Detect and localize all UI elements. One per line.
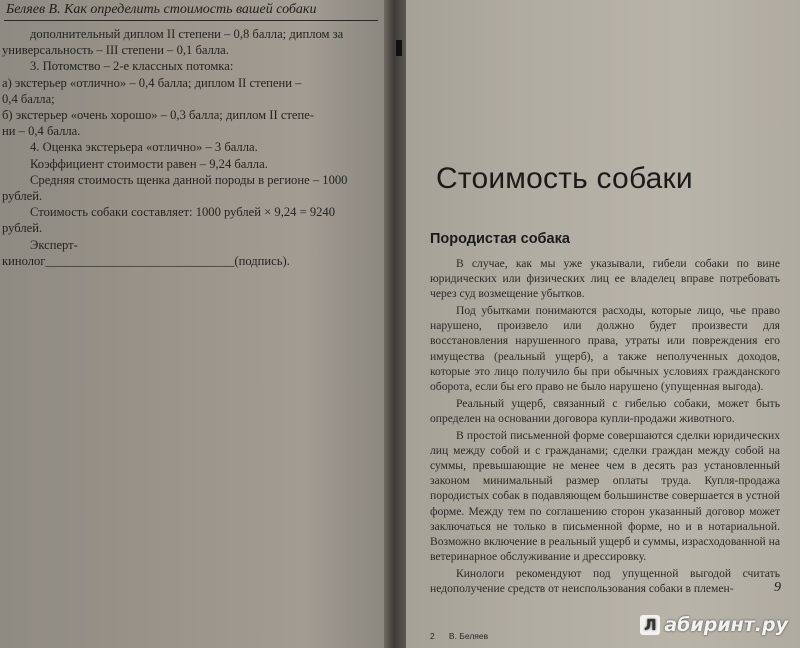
left-text-line: дополнительный диплом II степени – 0,8 балла; диплом за [30, 27, 344, 41]
left-text-line: Стоимость собаки составляет: 1000 рублей × 9,24 = 9240 [30, 205, 336, 220]
left-text-line: а) экстерьер «отлично» – 0,4 балла; диплом II степени – [2, 75, 302, 90]
left-text-line: 4. Оценка экстерьера «отлично» – 3 балла. [30, 140, 258, 155]
right-page [406, 0, 800, 648]
left-text-line: 0,4 балла; [2, 91, 55, 106]
left-text-line: Коэффициент стоимости равен – 9,24 балла. [30, 156, 268, 171]
page-footer [430, 631, 488, 641]
watermark [640, 614, 788, 636]
section-title: Породистая собака [430, 231, 570, 247]
body-paragraph: Под убытками понимаются расходы, которые лицо, чье право нарушено, произвело или должно будет произвести для восстановления нарушенного права, утраты или повреждения его имущества (реальный ущерб), а также неполученных доходов, которые это лицо получило бы при обычных условиях гражданского оборота, если бы его право не было нарушено (упущенная выгода). [430, 304, 780, 393]
right-page-text [430, 256, 780, 598]
left-text-line: б) экстерьер «очень хорошо» – 0,3 балла; диплом II степе- [2, 108, 315, 123]
body-paragraph: В случае, как мы уже указывали, гибели собаки по вине юридических или физических лиц ее владелец вправе потребовать через суд возмещение убытков. [430, 257, 780, 301]
left-text-line: ни – 0,4 балла. [2, 124, 81, 139]
body-paragraph: Кинологи рекомендуют под упущенной выгодой считать недополучение средств от неиспользования собаки в племен- [430, 566, 780, 595]
left-text-line: рублей. [2, 221, 43, 236]
body-paragraph: В простой письменной форме совершаются сделки юридических лиц между собой и с гражданами; сделки граждан между собой на суммы, превышающие не менее чем в десять раз установленный законом минимальный размер оплаты труда. Купля-продажа породистых собак в подавляющем большинстве совершается в устной форме. Между тем по соглашению сторон указанный договор может заключаться не только в письменной форме, но и в нотариальной. Возможно включение в реальный ущерб и суммы, израсходованной на ветеринарное обслуживание и дрессировку. [430, 429, 780, 563]
page-number: 9 [774, 580, 781, 595]
book-gutter [384, 0, 406, 648]
left-text-line: универсальность – III степени – 0,1 балла. [2, 43, 229, 58]
left-page-text [2, 26, 364, 269]
running-head: Беляев В. Как определить стоимость вашей собаки [4, 0, 378, 21]
labirint-logo-icon: Л [640, 615, 660, 635]
watermark-text: абиринт.ру [664, 614, 788, 636]
body-paragraph: Реальный ущерб, связанный с гибелью собаки, может быть определен на основании договора купли-продажи животного. [430, 396, 780, 425]
chapter-title: Стоимость собаки [436, 162, 693, 195]
footer-page-number: 2 [430, 631, 435, 641]
left-text-line: 3. Потомство – 2-е классных потомка: [30, 59, 234, 74]
left-text-line: Средняя стоимость щенка данной породы в регионе – 1000 [30, 172, 348, 187]
left-text-line: рублей. [2, 189, 43, 204]
footer-author: В. Беляев [448, 631, 489, 641]
left-text-line: Эксперт-кинолог______________________________(подпись). [2, 237, 290, 268]
left-page [0, 0, 384, 648]
page-edge-mark [396, 40, 402, 56]
